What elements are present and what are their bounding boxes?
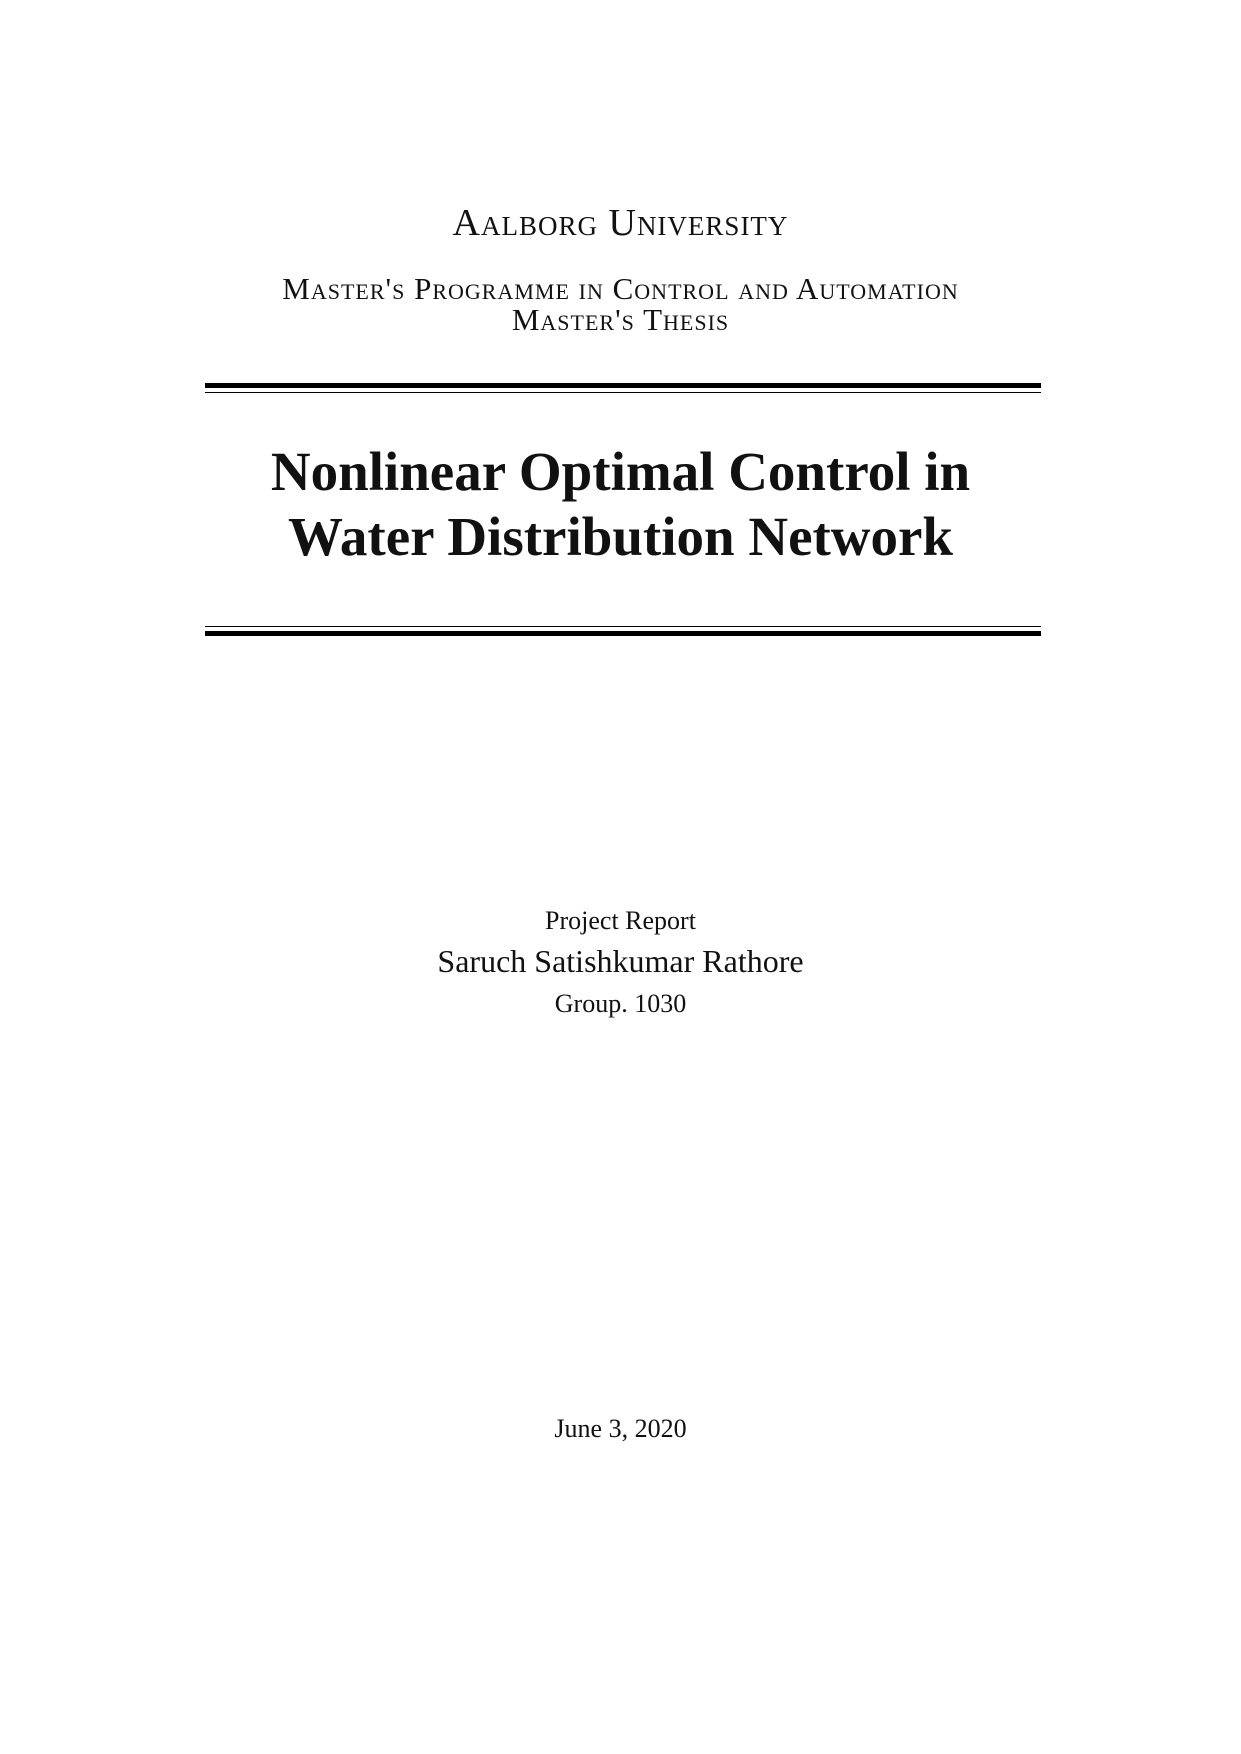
report-type: Project Report [545,906,696,935]
author-name: Saruch Satishkumar Rathore [437,943,804,979]
top-rule-thin [205,392,1041,393]
bottom-rule-thin [205,626,1041,627]
top-rule-thick [205,383,1041,388]
top-double-rule [205,383,1041,395]
submission-date: June 3, 2020 [554,1414,687,1443]
thesis-title-line-2: Water Distribution Network [287,506,954,567]
bottom-double-rule [205,626,1041,638]
group-number: Group. 1030 [554,989,687,1018]
thesis-title-line-1: Nonlinear Optimal Control in [270,441,971,502]
university-name: Aalborg University [452,202,789,244]
bottom-rule-thick [205,631,1041,636]
programme-name: Master's Programme in Control and Automation [282,271,959,306]
thesis-type: Master's Thesis [511,302,730,337]
